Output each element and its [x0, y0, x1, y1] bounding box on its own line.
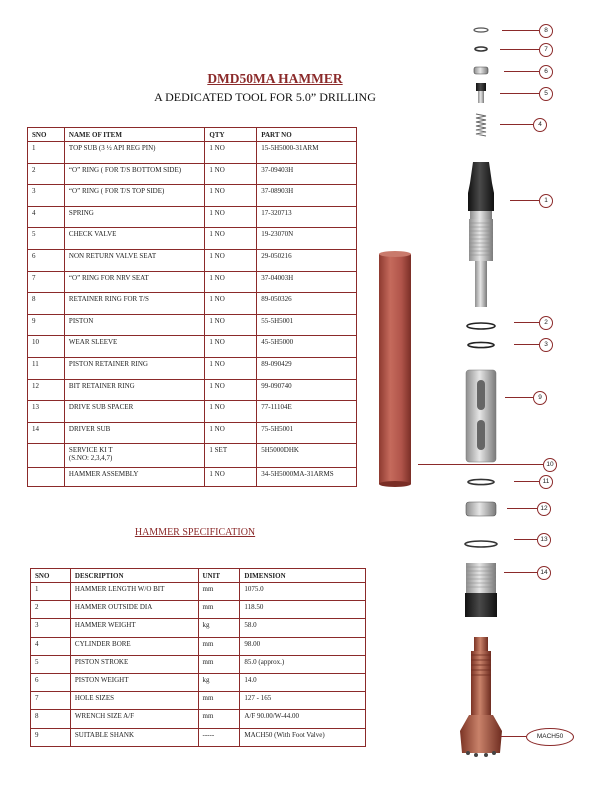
callout-leader-line — [500, 49, 539, 50]
cell-sno: 2 — [28, 163, 65, 185]
cell-sno: 6 — [28, 249, 65, 271]
table-row — [31, 655, 366, 673]
cell-unit: kg — [198, 673, 240, 691]
spec-heading: HAMMER SPECIFICATION — [134, 527, 256, 538]
oring-3-shape — [468, 342, 494, 347]
cell-description: HAMMER OUTSIDE DIA — [70, 601, 198, 619]
callout-leader-line — [514, 481, 539, 482]
cell-name: BIT RETAINER RING — [64, 379, 204, 401]
callout-leader-line — [510, 200, 539, 201]
cell-name: PISTON — [64, 314, 204, 336]
cell-sno: 13 — [28, 401, 65, 423]
cell-description: PISTON WEIGHT — [70, 673, 198, 691]
cell-qty: 1 NO — [205, 228, 257, 250]
piston-retainer-ring-shape — [468, 479, 494, 484]
top-sub-shape — [468, 162, 494, 307]
driver-sub-shape — [465, 563, 497, 617]
cell-part-no: 34-5H5000MA-31ARMS — [257, 468, 357, 487]
cell-sno: 2 — [31, 601, 71, 619]
cell-name: CHECK VALVE — [64, 228, 204, 250]
cell-qty: 1 NO — [205, 206, 257, 228]
table-row — [28, 336, 357, 358]
cell-name: “O” RING FOR NRV SEAT — [64, 271, 204, 293]
cell-part-no: 17-320713 — [257, 206, 357, 228]
callout-leader-line — [507, 508, 537, 509]
table-row — [28, 249, 357, 271]
service-kit-row — [28, 444, 357, 468]
cell-dimension: A/F 90.00/W-44.00 — [240, 710, 366, 728]
header-sno: SNO — [28, 128, 65, 142]
cell-qty: 1 NO — [205, 401, 257, 423]
cell-qty: 1 NO — [205, 379, 257, 401]
parts-table — [27, 127, 357, 487]
cell-part-no: 77-11104E — [257, 401, 357, 423]
cell-description: CYLINDER BORE — [70, 637, 198, 655]
callout-leader-line — [514, 322, 539, 323]
nrv-seat-shape — [474, 67, 488, 74]
cell-sno: 4 — [31, 637, 71, 655]
cell-name: NON RETURN VALVE SEAT — [64, 249, 204, 271]
callout-7: 7 — [539, 43, 553, 57]
cell-qty: 1 NO — [205, 293, 257, 315]
cell-description: HOLE SIZES — [70, 692, 198, 710]
cell-description: PISTON STROKE — [70, 655, 198, 673]
table-row — [28, 293, 357, 315]
cell-part-no: 37-09403H — [257, 163, 357, 185]
cell-qty: 1 NO — [205, 314, 257, 336]
parts-table-header — [28, 128, 357, 142]
cell-sno: 8 — [28, 293, 65, 315]
header-part-no: PART NO — [257, 128, 357, 142]
callout-13: 13 — [537, 533, 551, 547]
drill-bit-shape — [460, 637, 502, 757]
check-valve-head-shape — [476, 83, 486, 91]
cell-sno — [28, 468, 65, 487]
callout-9: 9 — [533, 391, 547, 405]
callout-6: 6 — [539, 65, 553, 79]
cell-qty: 1 NO — [205, 163, 257, 185]
callout-leader-line — [502, 30, 539, 31]
header-qty: QTY — [205, 128, 257, 142]
cell-dimension: 118.50 — [240, 601, 366, 619]
cell-unit: mm — [198, 583, 240, 601]
cell-dimension: 98.00 — [240, 637, 366, 655]
callout-1: 1 — [539, 194, 553, 208]
cell-name: RETAINER RING FOR T/S — [64, 293, 204, 315]
cell-sno: 10 — [28, 336, 65, 358]
table-row — [31, 601, 366, 619]
callout-14: 14 — [537, 566, 551, 580]
cell-dimension: 127 - 165 — [240, 692, 366, 710]
cell-dimension: 85.0 (approx.) — [240, 655, 366, 673]
cell-unit: kg — [198, 619, 240, 637]
cell-unit: mm — [198, 655, 240, 673]
cell-qty: 1 NO — [205, 142, 257, 164]
callout-12: 12 — [537, 502, 551, 516]
callout-10: 10 — [543, 458, 557, 472]
cell-qty: 1 NO — [205, 249, 257, 271]
cell-name: SPRING — [64, 206, 204, 228]
table-row — [28, 314, 357, 336]
table-row — [28, 142, 357, 164]
table-row — [28, 401, 357, 423]
cell-qty: 1 SET — [205, 444, 257, 468]
cell-description: SUITABLE SHANK — [70, 728, 198, 746]
cell-part-no: 15-5H5000-31ARM — [257, 142, 357, 164]
cell-unit: mm — [198, 637, 240, 655]
table-row — [28, 379, 357, 401]
spec-header-unit: UNIT — [198, 569, 240, 583]
spec-header-description: DESCRIPTION — [70, 569, 198, 583]
table-row — [31, 637, 366, 655]
cell-unit: mm — [198, 692, 240, 710]
cell-name: TOP SUB (3 ½ API REG PIN) — [64, 142, 204, 164]
callout-4: 4 — [533, 118, 547, 132]
document-subtitle: A DEDICATED TOOL FOR 5.0” DRILLING — [154, 90, 376, 104]
table-row — [28, 163, 357, 185]
cell-sno: 5 — [31, 655, 71, 673]
cell-sno: 1 — [28, 142, 65, 164]
cell-qty: 1 NO — [205, 271, 257, 293]
callout-leader-line — [418, 464, 543, 465]
callout-11: 11 — [539, 475, 553, 489]
cell-part-no: 5H5000DHK — [257, 444, 357, 468]
cell-dimension: MACH50 (With Foot Valve) — [240, 728, 366, 746]
cell-sno: 1 — [31, 583, 71, 601]
cell-name: HAMMER ASSEMBLY — [64, 468, 204, 487]
callout-leader-line — [500, 736, 526, 737]
spec-table — [30, 568, 366, 747]
cell-dimension: 58.0 — [240, 619, 366, 637]
cell-sno: 8 — [31, 710, 71, 728]
cell-sno: 12 — [28, 379, 65, 401]
spec-table-body — [31, 583, 366, 747]
cell-sno — [28, 444, 65, 468]
cell-name: “O” RING ( FOR T/S TOP SIDE) — [64, 185, 204, 207]
callout-leader-line — [505, 397, 533, 398]
cell-part-no: 37-04003H — [257, 271, 357, 293]
cell-part-no: 89-090429 — [257, 357, 357, 379]
table-row — [28, 185, 357, 207]
exploded-parts-illustration — [440, 15, 600, 775]
table-row — [31, 619, 366, 637]
cell-sno: 9 — [28, 314, 65, 336]
spec-header-dimension: DIMENSION — [240, 569, 366, 583]
spring-shape — [476, 114, 486, 136]
spec-table-header — [31, 569, 366, 583]
check-valve-stem-shape — [478, 91, 484, 103]
cell-sno: 3 — [28, 185, 65, 207]
table-row — [31, 692, 366, 710]
cell-part-no: 99-090740 — [257, 379, 357, 401]
drive-sub-spacer-shape — [465, 541, 497, 547]
callout-leader-line — [500, 124, 533, 125]
cell-qty: 1 NO — [205, 185, 257, 207]
bit-retainer-ring-shape — [466, 502, 496, 516]
assembly-row — [28, 468, 357, 487]
oring-8-shape — [474, 28, 488, 32]
cell-sno: 7 — [31, 692, 71, 710]
cell-qty: 1 NO — [205, 468, 257, 487]
callout-leader-line — [504, 71, 539, 72]
cell-part-no: 45-5H5000 — [257, 336, 357, 358]
piston-shape — [466, 370, 496, 462]
cell-part-no: 55-5H5001 — [257, 314, 357, 336]
cell-part-no: 89-050326 — [257, 293, 357, 315]
callout-5: 5 — [539, 87, 553, 101]
table-row — [28, 206, 357, 228]
cell-name: DRIVE SUB SPACER — [64, 401, 204, 423]
table-row — [31, 673, 366, 691]
cell-qty: 1 NO — [205, 357, 257, 379]
service-kit-name: SERVICE KI T — [68, 446, 113, 455]
header-name: NAME OF ITEM — [64, 128, 204, 142]
spec-header-sno: SNO — [31, 569, 71, 583]
cell-name: PISTON RETAINER RING — [64, 357, 204, 379]
oring-7-shape — [475, 47, 487, 51]
cell-part-no: 19-23070N — [257, 228, 357, 250]
cell-sno: 4 — [28, 206, 65, 228]
oring-2-shape — [467, 323, 495, 329]
callout-leader-line — [514, 344, 539, 345]
callout-8: 8 — [539, 24, 553, 38]
cell-sno: 14 — [28, 422, 65, 444]
cell-qty: 1 NO — [205, 422, 257, 444]
cell-unit: ----- — [198, 728, 240, 746]
cell-unit: mm — [198, 710, 240, 728]
callout-leader-line — [500, 93, 539, 94]
table-row — [31, 583, 366, 601]
cell-dimension: 14.0 — [240, 673, 366, 691]
table-row — [28, 422, 357, 444]
table-row — [31, 710, 366, 728]
cell-sno: 6 — [31, 673, 71, 691]
cell-part-no: 75-5H5001 — [257, 422, 357, 444]
callout-leader-line — [504, 572, 537, 573]
cell-name: DRIVER SUB — [64, 422, 204, 444]
cell-description: HAMMER LENGTH W/O BIT — [70, 583, 198, 601]
parts-table-body — [28, 142, 357, 487]
table-row — [31, 728, 366, 746]
table-row — [28, 357, 357, 379]
cell-sno: 5 — [28, 228, 65, 250]
cell-name — [64, 444, 204, 468]
callout-leader-line — [514, 539, 537, 540]
cell-qty: 1 NO — [205, 336, 257, 358]
service-kit-note: (S.NO: 2,3,4,7) — [68, 454, 113, 463]
cell-description: HAMMER WEIGHT — [70, 619, 198, 637]
cell-sno: 9 — [31, 728, 71, 746]
cell-name: WEAR SLEEVE — [64, 336, 204, 358]
cell-sno: 7 — [28, 271, 65, 293]
cell-description: WRENCH SIZE A/F — [70, 710, 198, 728]
cell-dimension: 1075.0 — [240, 583, 366, 601]
table-row — [28, 271, 357, 293]
cell-sno: 3 — [31, 619, 71, 637]
cell-name: “O” RING ( FOR T/S BOTTOM SIDE) — [64, 163, 204, 185]
document-title: DMD50MA HAMMER — [207, 71, 343, 86]
table-row — [28, 228, 357, 250]
callout-mach50: MACH50 — [526, 728, 574, 746]
cell-sno: 11 — [28, 357, 65, 379]
wear-sleeve-illustration — [375, 250, 415, 488]
callout-2: 2 — [539, 316, 553, 330]
cell-part-no: 29-050216 — [257, 249, 357, 271]
callout-3: 3 — [539, 338, 553, 352]
cell-part-no: 37-08903H — [257, 185, 357, 207]
cell-unit: mm — [198, 601, 240, 619]
